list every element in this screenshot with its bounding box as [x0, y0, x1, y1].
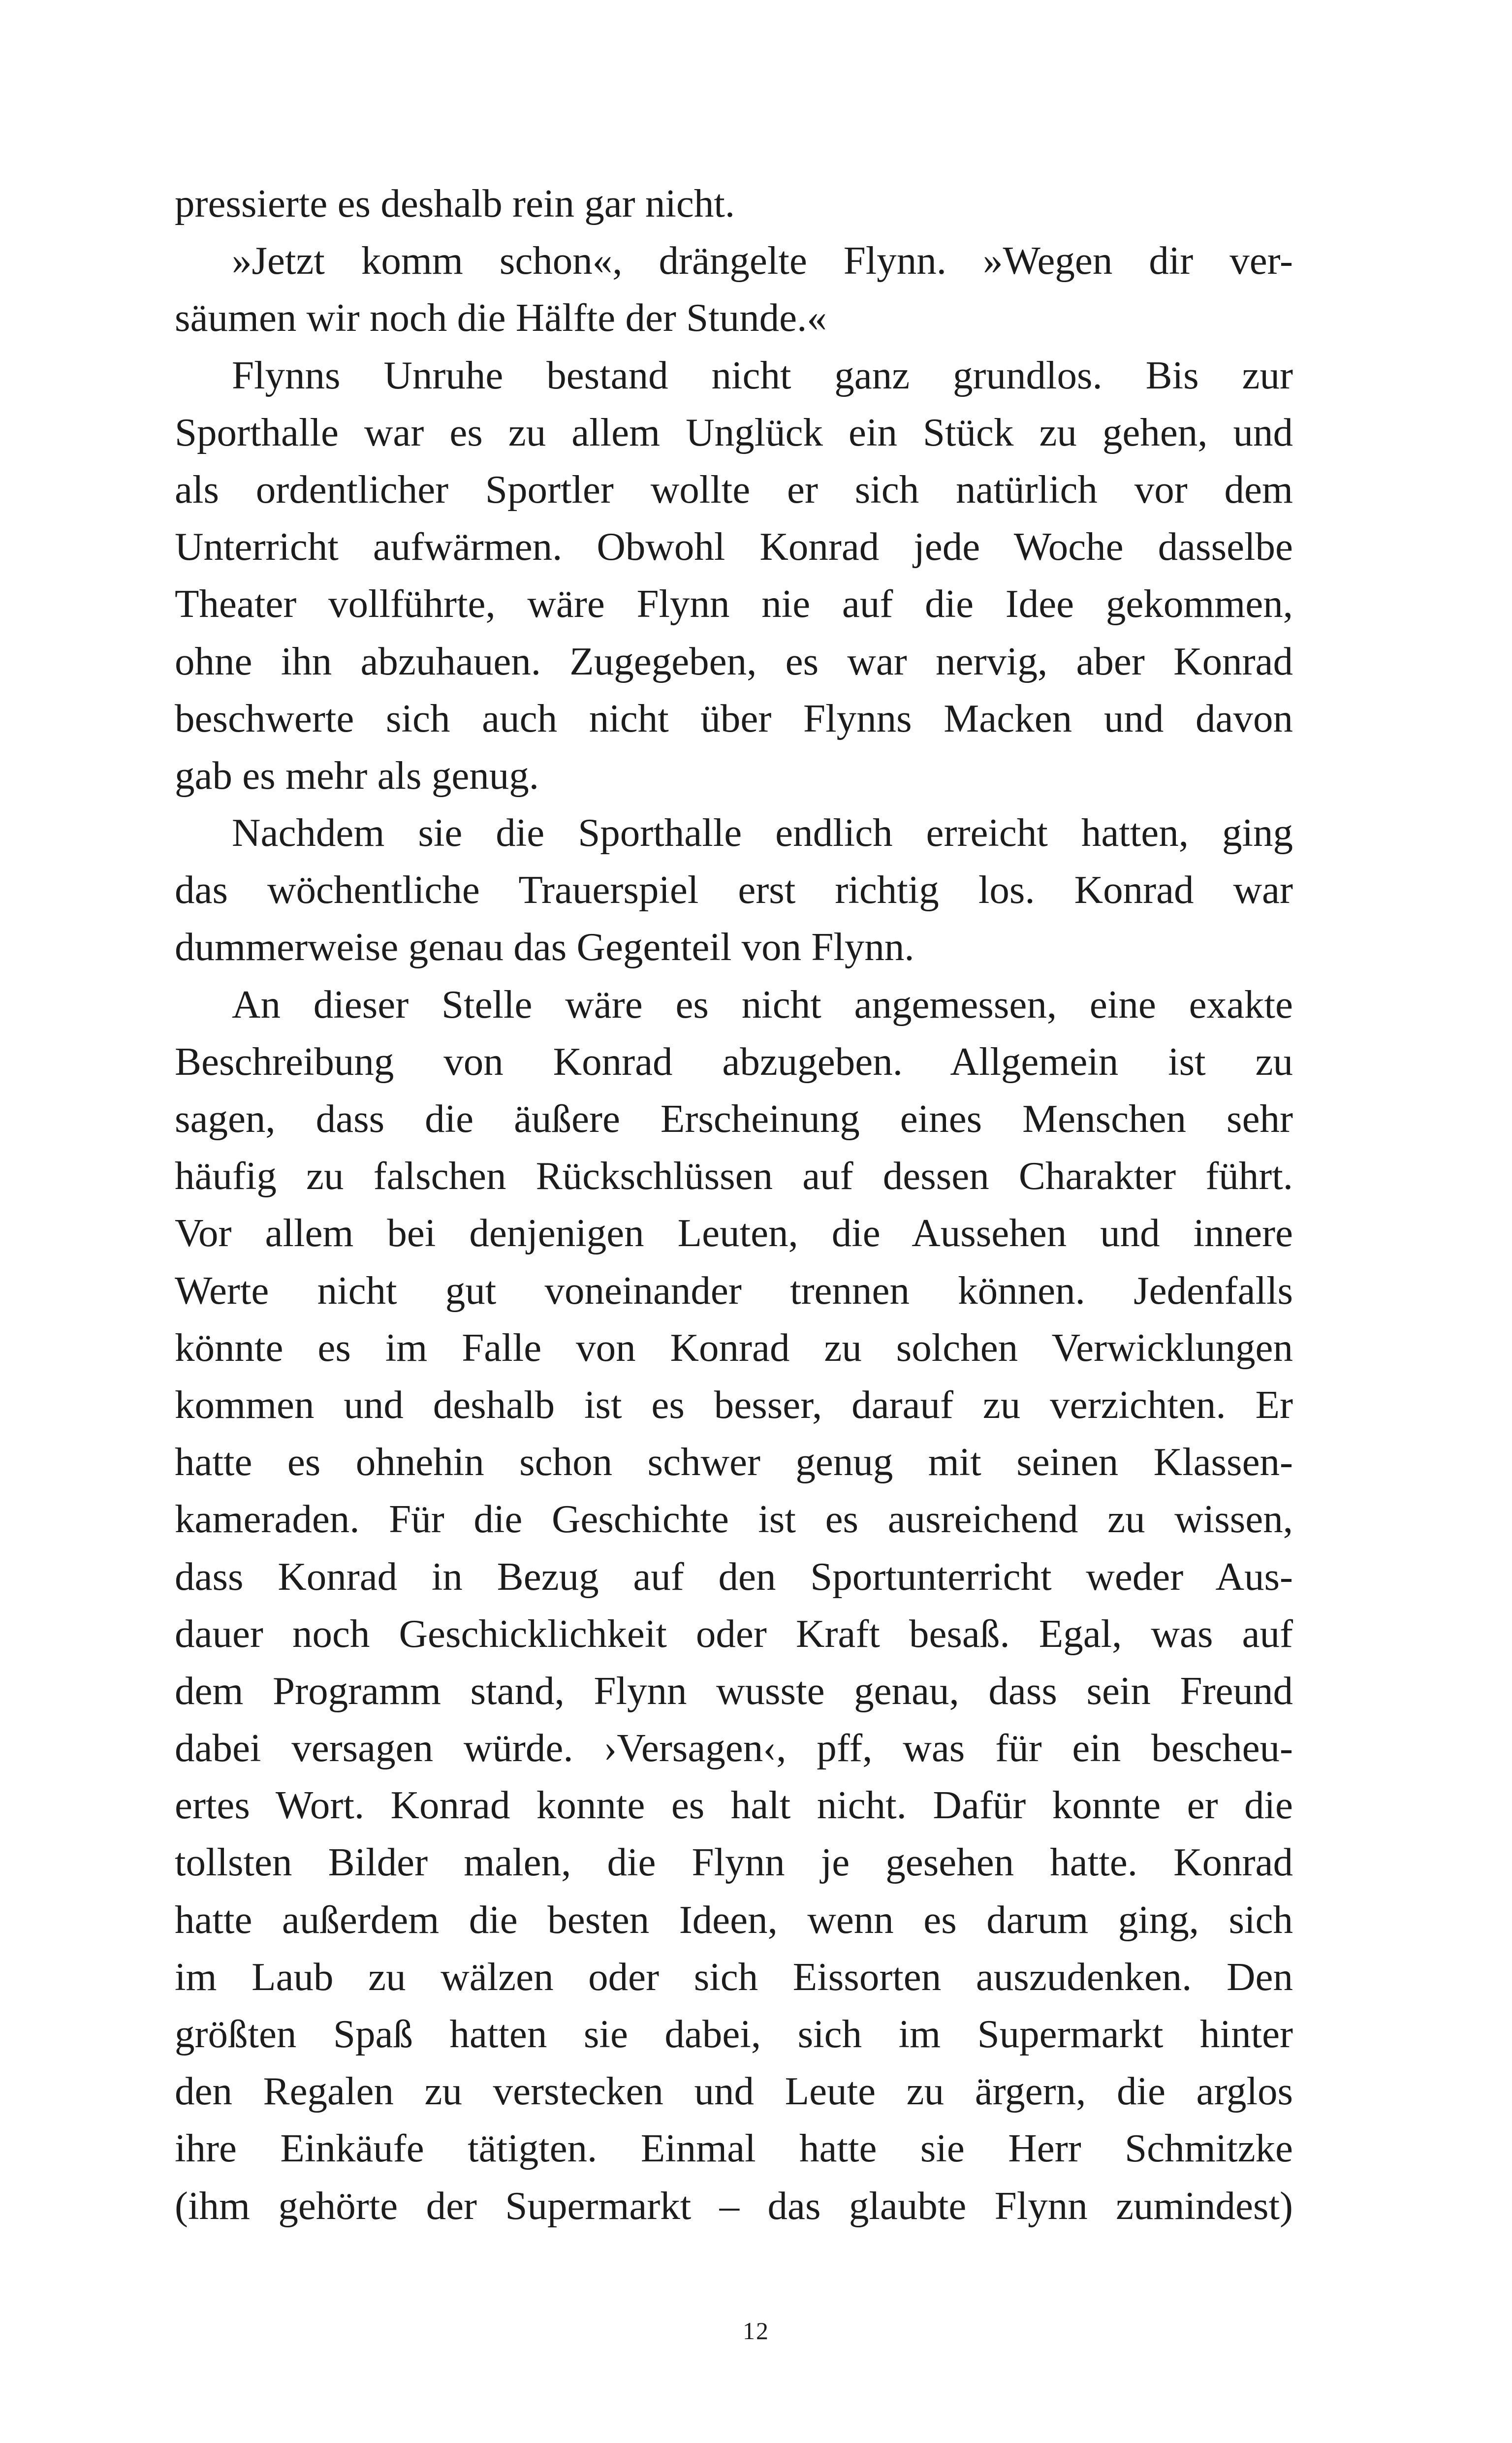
- text-line: häufig zu falschen Rückschlüssen auf dessen Charakter führt.: [175, 1154, 1293, 1198]
- text-line: größten Spaß hatten sie dabei, sich im Supermarkt hinter: [175, 2012, 1293, 2056]
- text-line: das wöchentliche Trauerspiel erst richtig los. Konrad war: [175, 868, 1293, 912]
- text-line: Sporthalle war es zu allem Unglück ein Stück zu gehen, und: [175, 410, 1293, 454]
- text-line: Flynns Unruhe bestand nicht ganz grundlos. Bis zur: [232, 353, 1293, 397]
- text-line: An dieser Stelle wäre es nicht angemessen, eine exakte: [232, 982, 1293, 1027]
- text-line: säumen wir noch die Hälfte der Stunde.«: [175, 295, 827, 340]
- text-line: tollsten Bilder malen, die Flynn je gesehen hatte. Konrad: [175, 1840, 1293, 1885]
- text-line: Theater vollführte, wäre Flynn nie auf die Idee gekommen,: [175, 581, 1293, 626]
- text-line: Vor allem bei denjenigen Leuten, die Aussehen und innere: [175, 1211, 1293, 1255]
- text-line: dauer noch Geschicklichkeit oder Kraft besaß. Egal, was auf: [175, 1611, 1293, 1656]
- text-line: Unterricht aufwärmen. Obwohl Konrad jede Woche dasselbe: [175, 524, 1293, 569]
- text-line: Nachdem sie die Sporthalle endlich erreicht hatten, ging: [232, 810, 1293, 855]
- text-line: ertes Wort. Konrad konnte es halt nicht. Dafür konnte er die: [175, 1783, 1293, 1828]
- page-number: 12: [743, 2317, 769, 2345]
- body-text: [175, 175, 1293, 2234]
- text-line: als ordentlicher Sportler wollte er sich natürlich vor dem: [175, 467, 1293, 512]
- text-line: dass Konrad in Bezug auf den Sportunterricht weder Aus-: [175, 1554, 1293, 1599]
- text-line: dabei versagen würde. ›Versagen‹, pff, was für ein bescheu-: [175, 1726, 1293, 1770]
- text-line: ohne ihn abzuhauen. Zugegeben, es war nervig, aber Konrad: [175, 639, 1293, 683]
- text-line: »Jetzt komm schon«, drängelte Flynn. »Wegen dir ver-: [232, 238, 1293, 283]
- text-line: dummerweise genau das Gegenteil von Flynn.: [175, 925, 914, 969]
- text-line: dem Programm stand, Flynn wusste genau, dass sein Freund: [175, 1668, 1293, 1713]
- text-line: gab es mehr als genug.: [175, 753, 539, 798]
- text-line: den Regalen zu verstecken und Leute zu ärgern, die arglos: [175, 2069, 1293, 2114]
- text-line: könnte es im Falle von Konrad zu solchen Verwicklungen: [175, 1325, 1293, 1370]
- text-line: kommen und deshalb ist es besser, darauf zu verzichten. Er: [175, 1382, 1293, 1427]
- text-line: kameraden. Für die Geschichte ist es ausreichend zu wissen,: [175, 1497, 1293, 1542]
- text-line: hatte es ohnehin schon schwer genug mit seinen Klassen-: [175, 1440, 1293, 1484]
- text-line: sagen, dass die äußere Erscheinung eines Menschen sehr: [175, 1096, 1293, 1141]
- text-line: im Laub zu wälzen oder sich Eissorten auszudenken. Den: [175, 1954, 1293, 1999]
- text-line: Werte nicht gut voneinander trennen können. Jedenfalls: [175, 1268, 1293, 1313]
- text-line: hatte außerdem die besten Ideen, wenn es darum ging, sich: [175, 1897, 1293, 1942]
- text-line: (ihm gehörte der Supermarkt – das glaubte Flynn zumindest): [175, 2183, 1293, 2228]
- text-line: pressierte es deshalb rein gar nicht.: [175, 181, 735, 225]
- text-line: ihre Einkäufe tätigten. Einmal hatte sie Herr Schmitzke: [175, 2126, 1293, 2171]
- text-line: Beschreibung von Konrad abzugeben. Allgemein ist zu: [175, 1039, 1293, 1084]
- text-line: beschwerte sich auch nicht über Flynns Macken und davon: [175, 696, 1293, 740]
